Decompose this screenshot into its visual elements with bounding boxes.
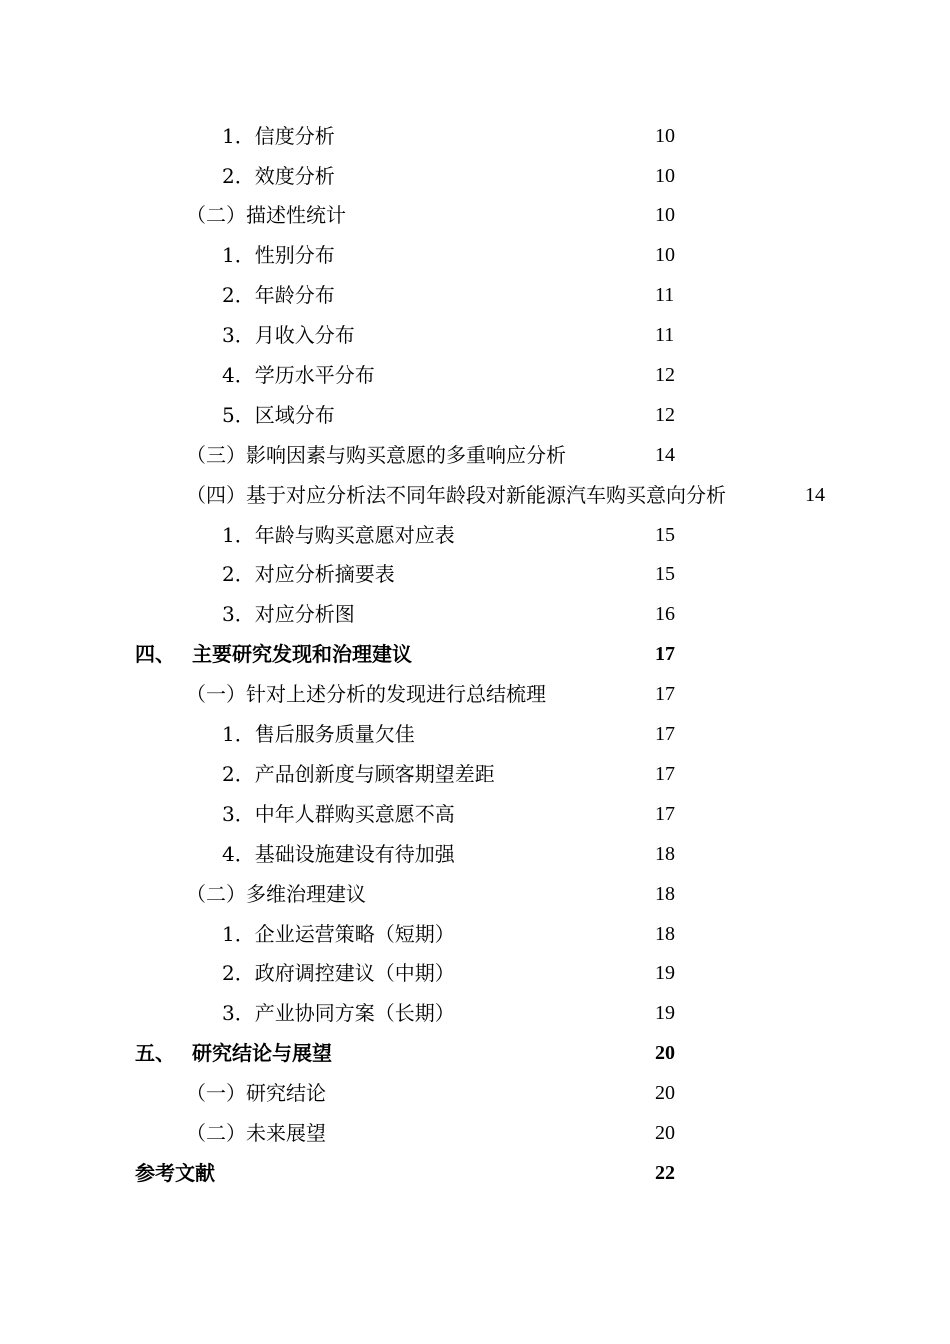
toc-entry-label: 政府调控建议（中期） — [254, 961, 455, 985]
toc-entry-number: （二） — [186, 1121, 246, 1145]
toc-entry-number: 1． — [222, 243, 255, 267]
toc-page-number: 14 — [655, 444, 675, 466]
toc-entry-title — [222, 914, 455, 954]
toc-entry[interactable] — [0, 993, 950, 1033]
toc-entry-title — [222, 235, 335, 275]
toc-entry[interactable] — [0, 834, 950, 874]
toc-entry-title — [222, 515, 455, 555]
toc-entry-title — [186, 674, 546, 714]
toc-entry[interactable] — [0, 475, 950, 515]
toc-entry-label: 基于对应分析法不同年龄段对新能源汽车购买意向分析 — [246, 483, 726, 507]
toc-entry-label: 研究结论 — [246, 1081, 326, 1105]
toc-page-number: 18 — [655, 843, 675, 865]
toc-entry-number: 3． — [222, 323, 255, 347]
toc-entry-title — [222, 554, 395, 594]
toc-entry[interactable] — [0, 674, 950, 714]
toc-page-number: 20 — [655, 1042, 675, 1064]
toc-entry-label: 未来展望 — [246, 1121, 326, 1145]
toc-entry[interactable] — [0, 874, 950, 914]
toc-entry-label: 年龄与购买意愿对应表 — [254, 523, 455, 547]
toc-page-number: 17 — [655, 643, 675, 665]
toc-entry-number: 2． — [222, 961, 255, 985]
toc-entry-title — [222, 594, 355, 634]
toc-entry-number: 四、 — [135, 642, 175, 666]
toc-page-number: 14 — [805, 484, 825, 506]
toc-page-number: 12 — [655, 404, 675, 426]
toc-entry-number: 5． — [222, 403, 255, 427]
toc-entry[interactable] — [0, 355, 950, 395]
toc-entry-title — [222, 794, 455, 834]
toc-entry-label: 基础设施建设有待加强 — [254, 842, 455, 866]
toc-entry-label: 月收入分布 — [254, 323, 355, 347]
toc-entry-label: 影响因素与购买意愿的多重响应分析 — [246, 443, 566, 467]
toc-entry-title — [222, 953, 455, 993]
toc-entry[interactable] — [0, 594, 950, 634]
toc-entry[interactable] — [0, 1073, 950, 1113]
toc-entry-label: 性别分布 — [254, 243, 335, 267]
toc-entry-label: 产品创新度与顾客期望差距 — [254, 762, 495, 786]
toc-page-number: 17 — [655, 803, 675, 825]
toc-entry-title — [186, 475, 726, 515]
toc-entry-number: （一） — [186, 682, 246, 706]
toc-page-number: 11 — [655, 324, 675, 346]
toc-entry-number: 2． — [222, 762, 255, 786]
toc-entry-label: 针对上述分析的发现进行总结梳理 — [246, 682, 546, 706]
toc-entry-number: （二） — [186, 203, 246, 227]
toc-entry-title — [222, 395, 335, 435]
toc-entry-number: 1． — [222, 124, 255, 148]
toc-entry-label: 描述性统计 — [246, 203, 346, 227]
toc-entry-label: 对应分析摘要表 — [254, 562, 395, 586]
toc-entry-title — [222, 834, 455, 874]
toc-entry[interactable] — [0, 275, 950, 315]
toc-page-number: 20 — [655, 1082, 675, 1104]
toc-entry-title — [135, 634, 412, 674]
toc-entry-number: 五、 — [135, 1041, 175, 1065]
toc-entry[interactable] — [0, 435, 950, 475]
toc-entry-number: 2． — [222, 562, 255, 586]
toc-entry[interactable] — [0, 195, 950, 235]
toc-entry[interactable] — [0, 794, 950, 834]
toc-entry[interactable] — [0, 754, 950, 794]
toc-entry-title — [186, 435, 566, 475]
toc-entry-number: 1． — [222, 523, 255, 547]
toc-page-number: 17 — [655, 763, 675, 785]
toc-entry-title — [222, 993, 455, 1033]
toc-entry-title — [186, 1113, 326, 1153]
toc-entry-label: 中年人群购买意愿不高 — [254, 802, 455, 826]
toc-page-number: 17 — [655, 683, 675, 705]
toc-entry-label: 主要研究发现和治理建议 — [192, 642, 412, 666]
toc-page-number: 12 — [655, 364, 675, 386]
toc-page-number: 15 — [655, 524, 675, 546]
toc-entry-number: 1． — [222, 722, 255, 746]
toc-page-number: 19 — [655, 962, 675, 984]
toc-entry-label: 多维治理建议 — [246, 882, 366, 906]
toc-page-number: 10 — [655, 165, 675, 187]
toc-entry-label: 年龄分布 — [254, 283, 335, 307]
toc-entry-label: 学历水平分布 — [254, 363, 375, 387]
toc-entry-title — [222, 315, 355, 355]
toc-entry-title — [222, 275, 335, 315]
toc-entry[interactable] — [0, 953, 950, 993]
toc-page-number: 10 — [655, 204, 675, 226]
toc-entry-label: 产业协同方案（长期） — [254, 1001, 455, 1025]
toc-entry-title — [186, 195, 346, 235]
toc-entry[interactable] — [0, 235, 950, 275]
toc-entry[interactable] — [0, 714, 950, 754]
toc-entry-number: （四） — [186, 483, 246, 507]
toc-entry-title — [222, 156, 335, 196]
toc-entry-number: （二） — [186, 882, 246, 906]
toc-chapter[interactable] — [0, 1033, 950, 1073]
toc-entry-label: 信度分析 — [254, 124, 335, 148]
toc-entry[interactable] — [0, 554, 950, 594]
toc-entry-title — [186, 874, 366, 914]
toc-entry-title — [222, 355, 375, 395]
toc-entry-label: 售后服务质量欠佳 — [254, 722, 415, 746]
toc-entry-label: 企业运营策略（短期） — [254, 922, 455, 946]
toc-page-number: 10 — [655, 244, 675, 266]
toc-entry-number: （三） — [186, 443, 246, 467]
toc-entry[interactable] — [0, 116, 950, 156]
toc-entry-title — [135, 1033, 332, 1073]
toc-entry[interactable] — [0, 914, 950, 954]
toc-entry[interactable] — [0, 1113, 950, 1153]
toc-entry-label: 参考文献 — [135, 1161, 215, 1185]
toc-entry-label: 区域分布 — [254, 403, 335, 427]
toc-page-number: 18 — [655, 883, 675, 905]
toc-entry-label: 效度分析 — [254, 164, 335, 188]
toc-entry-number: 3． — [222, 602, 255, 626]
toc-entry-number: 1． — [222, 922, 255, 946]
toc-page-number: 20 — [655, 1122, 675, 1144]
toc-page-number: 15 — [655, 563, 675, 585]
toc-entry-title — [222, 116, 335, 156]
toc-entry-title — [135, 1153, 215, 1193]
toc-entry-title — [222, 754, 495, 794]
toc-chapter[interactable] — [0, 1153, 950, 1193]
toc-entry-title — [222, 714, 415, 754]
toc-entry-number: 3． — [222, 1001, 255, 1025]
toc-entry-number: 2． — [222, 164, 255, 188]
toc-page-number: 18 — [655, 923, 675, 945]
toc-entry-number: 3． — [222, 802, 255, 826]
toc-page-number: 17 — [655, 723, 675, 745]
toc-page-number: 19 — [655, 1002, 675, 1024]
toc-entry-label: 研究结论与展望 — [192, 1041, 332, 1065]
toc-entry[interactable] — [0, 515, 950, 555]
toc-entry-title — [186, 1073, 326, 1113]
toc-entry-label: 对应分析图 — [254, 602, 355, 626]
toc-page-number: 16 — [655, 603, 675, 625]
toc-entry-number: 4． — [222, 363, 255, 387]
toc-page-number: 11 — [655, 284, 675, 306]
toc-entry[interactable] — [0, 156, 950, 196]
toc-chapter[interactable] — [0, 634, 950, 674]
toc-page-number: 22 — [655, 1162, 675, 1184]
toc-entry-number: （一） — [186, 1081, 246, 1105]
toc-entry-number: 2． — [222, 283, 255, 307]
toc-entry[interactable] — [0, 315, 950, 355]
toc-entry[interactable] — [0, 395, 950, 435]
toc-entry-number: 4． — [222, 842, 255, 866]
toc-page-number: 10 — [655, 125, 675, 147]
